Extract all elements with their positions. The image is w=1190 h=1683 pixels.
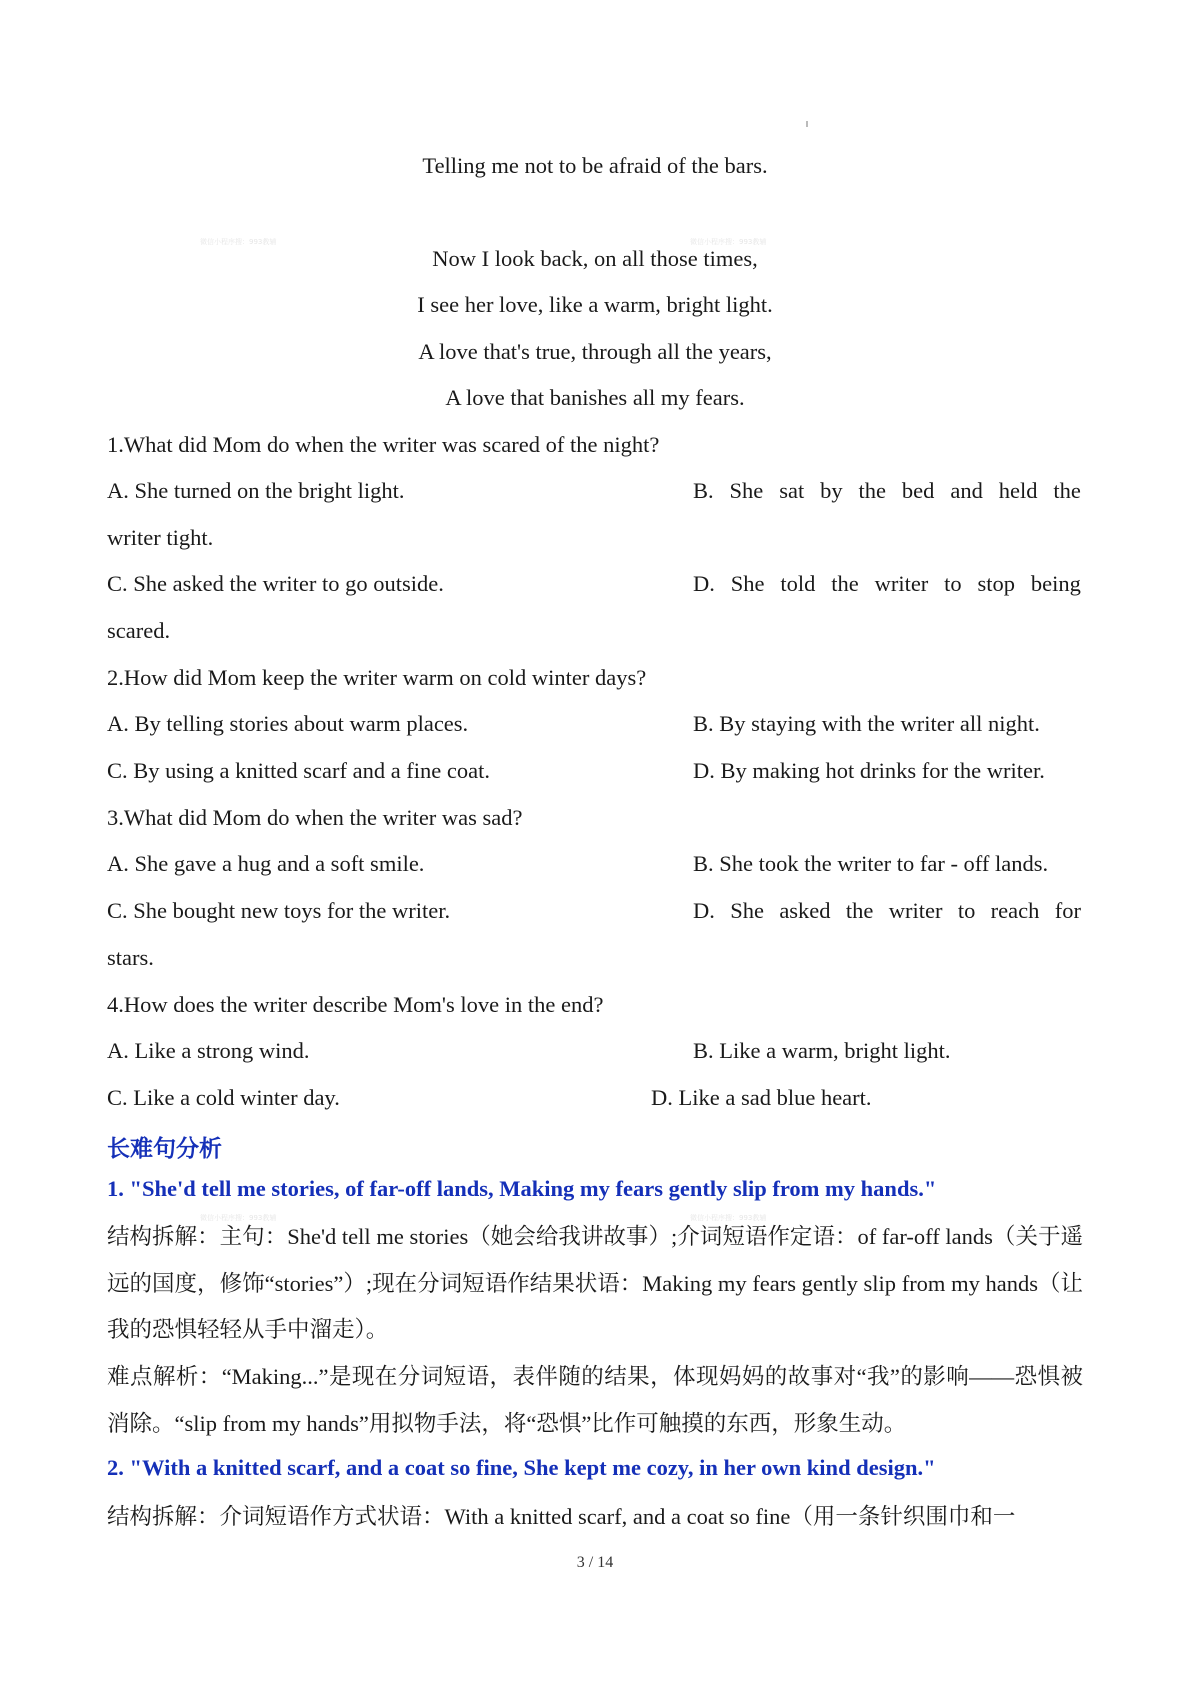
sentence-1-difficulty: 难点解析：“Making...”是现在分词短语，表伴随的结果，体现妈妈的故事对“我”的影响——恐惧被消除。“slip from my hands”用拟物手法，将“恐惧”比作可触摸的东西，形象生动。 [107,1364,1083,1436]
question-3-option-d-cont: stars. [107,945,154,970]
question-1-option-d-cont: scared. [107,618,171,643]
question-1-option-a: A. She turned on the bright light. [107,478,405,503]
question-3-option-b: B. She took the writer to far - off lands. [693,851,1049,876]
sentence-1-title: 1. "She'd tell me stories, of far-off lands, Making my fears gently slip from my hands." [107,1176,937,1201]
question-2-option-b: B. By staying with the writer all night. [693,711,1040,736]
question-4-option-c: C. Like a cold winter day. [107,1085,340,1110]
poem-line: A love that's true, through all the years, [418,339,772,364]
question-4-option-a: A. Like a strong wind. [107,1038,310,1063]
question-4-stem: 4.How does the writer describe Mom's love in the end? [107,992,604,1017]
poem-line: Now I look back, on all those times, [432,246,758,271]
watermark: 微信小程序搜：993教辅 [200,1214,277,1222]
question-1-option-c: C. She asked the writer to go outside. [107,571,444,596]
question-2-option-d: D. By making hot drinks for the writer. [693,758,1045,783]
question-3-stem: 3.What did Mom do when the writer was sad? [107,805,523,830]
sentence-2-title: 2. "With a knitted scarf, and a coat so fine, She kept me cozy, in her own kind design." [107,1455,936,1480]
question-1-stem: 1.What did Mom do when the writer was scared of the night? [107,432,660,457]
question-1-option-d: D. She told the writer to stop being [693,571,1081,596]
poem-line: A love that banishes all my fears. [445,385,745,410]
watermark: 微信小程序搜：993教辅 [200,238,277,246]
sentence-1-structure: 结构拆解：主句：She'd tell me stories（她会给我讲故事）;介词短语作定语：of far-off lands（关于遥远的国度，修饰“stories”）;现在分词短语作结果状语：Making my fears gently slip from my hands（让我的恐惧轻轻从手中溜走）。 [107,1224,1083,1342]
question-4-option-b: B. Like a warm, bright light. [693,1038,951,1063]
sentence-2-structure: 结构拆解：介词短语作方式状语：With a knitted scarf, and a coat so fine（用一条针织围巾和一 [107,1504,1016,1529]
question-3-option-d: D. She asked the writer to reach for [693,898,1081,923]
question-3-option-a: A. She gave a hug and a soft smile. [107,851,425,876]
poem-line: Telling me not to be afraid of the bars. [422,153,768,178]
watermark: 微信小程序搜：993教辅 [690,1214,767,1222]
question-2-stem: 2.How did Mom keep the writer warm on cold winter days? [107,665,647,690]
section-heading: 长难句分析 [107,1136,222,1162]
question-1-option-b-cont: writer tight. [107,525,214,550]
question-2-option-c: C. By using a knitted scarf and a fine coat. [107,758,491,783]
poem-line: I see her love, like a warm, bright light. [417,292,773,317]
question-4-option-d: D. Like a sad blue heart. [651,1085,872,1110]
watermark: 微信小程序搜：993教辅 [690,238,767,246]
page-number: 3 / 14 [576,1554,614,1571]
question-3-option-c: C. She bought new toys for the writer. [107,898,451,923]
question-1-option-b: B. She sat by the bed and held the [693,478,1081,503]
question-2-option-a: A. By telling stories about warm places. [107,711,469,736]
scan-mark [806,121,808,127]
